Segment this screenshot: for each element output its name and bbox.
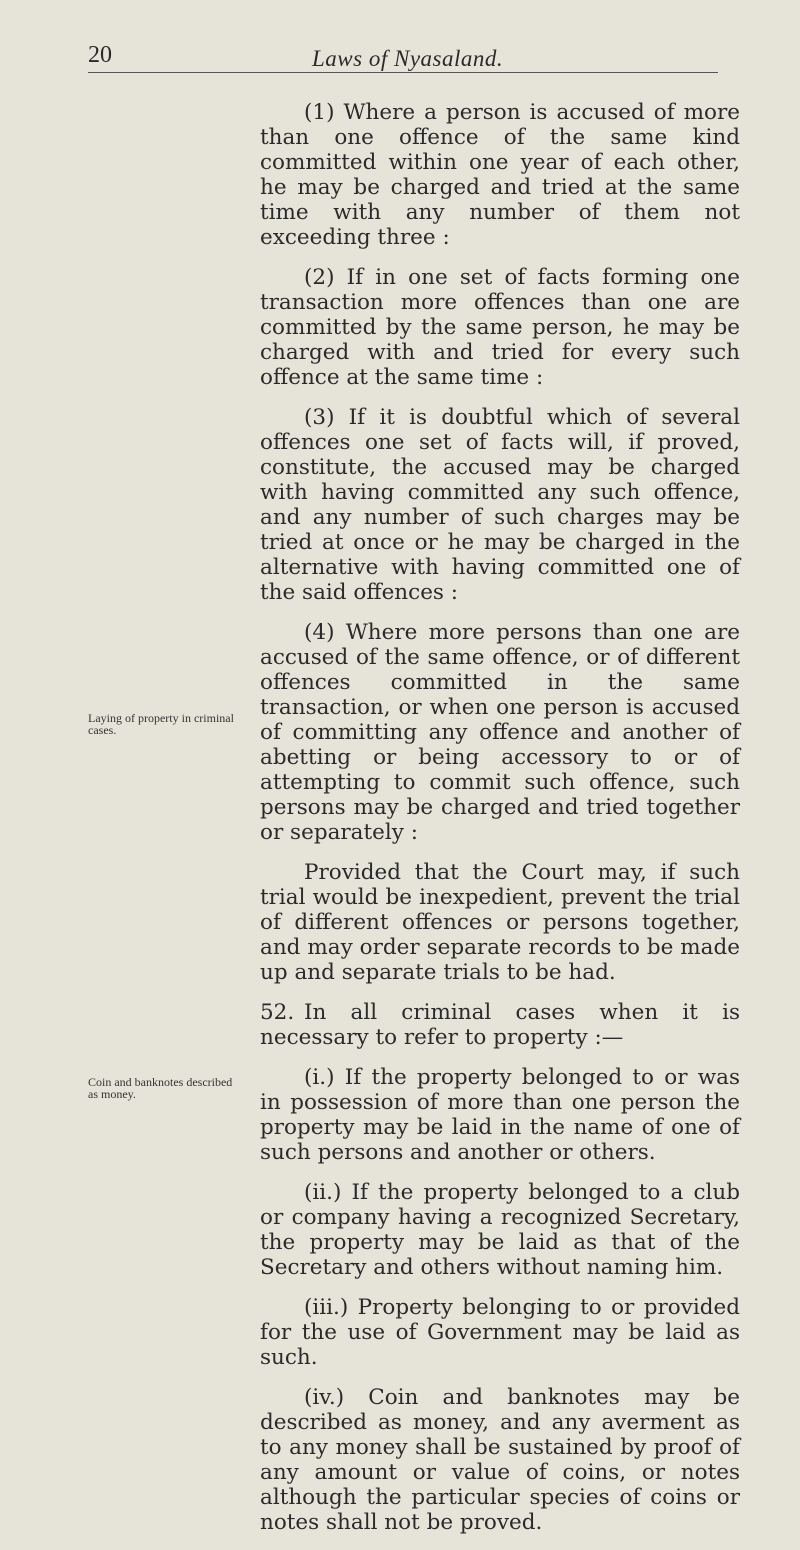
paragraph-1: (1) Where a person is accused of more than one offence of the same kind committed within one year of each other, he may be charged and tried at the same time with any number of them not exceeding three : (260, 100, 740, 250)
running-head: Laws of Nyasaland. (312, 46, 504, 71)
proviso-paragraph: Provided that the Court may, if such trial would be inexpedient, prevent the trial of different offences or persons together, and may order separate records to be made up and separate trials to be had. (260, 860, 740, 985)
paragraph-3: (3) If it is doubtful which of several offences one set of facts will, if proved, constitute, the accused may be charged with having committed any such offence, and any number of such charges may be tried at once or he may be charged in the alternative with having committed one of the said offences : (260, 405, 740, 605)
clause-ii: (ii.) If the property belonged to a club or company having a recognized Secretary, the property may be laid as that of the Secretary and others without naming him. (260, 1180, 740, 1280)
section-52-text: In all criminal cases when it is necessary to refer to property :— (260, 1000, 740, 1050)
clause-iv: (iv.) Coin and banknotes may be described as money, and any averment as to any money shall be sustained by proof of any amount or value of coins, or notes although the particular species of coins or notes shall not be proved. (260, 1385, 740, 1535)
paragraph-2: (2) If in one set of facts forming one transaction more offences than one are committed by the same person, he may be charged with and tried for every such offence at the same time : (260, 265, 740, 390)
section-52 (260, 1000, 740, 1050)
section-number: 52. (260, 1000, 295, 1025)
margin-note-coin-and-banknotes: Coin and banknotes described as money. (88, 1075, 233, 1101)
margin-note-laying-of-property: Laying of property in criminal cases. (88, 711, 234, 737)
header-rule (88, 72, 718, 73)
clause-iii: (iii.) Property belonging to or provided for the use of Government may be laid as such. (260, 1295, 740, 1370)
page-number: 20 (88, 42, 112, 68)
body-text (260, 100, 740, 1550)
paragraph-4: (4) Where more persons than one are accused of the same offence, or of different offences committed in the same transaction, or when one person is accused of committing any offence and another of abetting or being accessory to or of attempting to commit such offence, such persons may be charged and tried together or separately : (260, 620, 740, 845)
clause-i: (i.) If the property belonged to or was in possession of more than one person the property may be laid in the name of one of such persons and another or others. (260, 1065, 740, 1165)
